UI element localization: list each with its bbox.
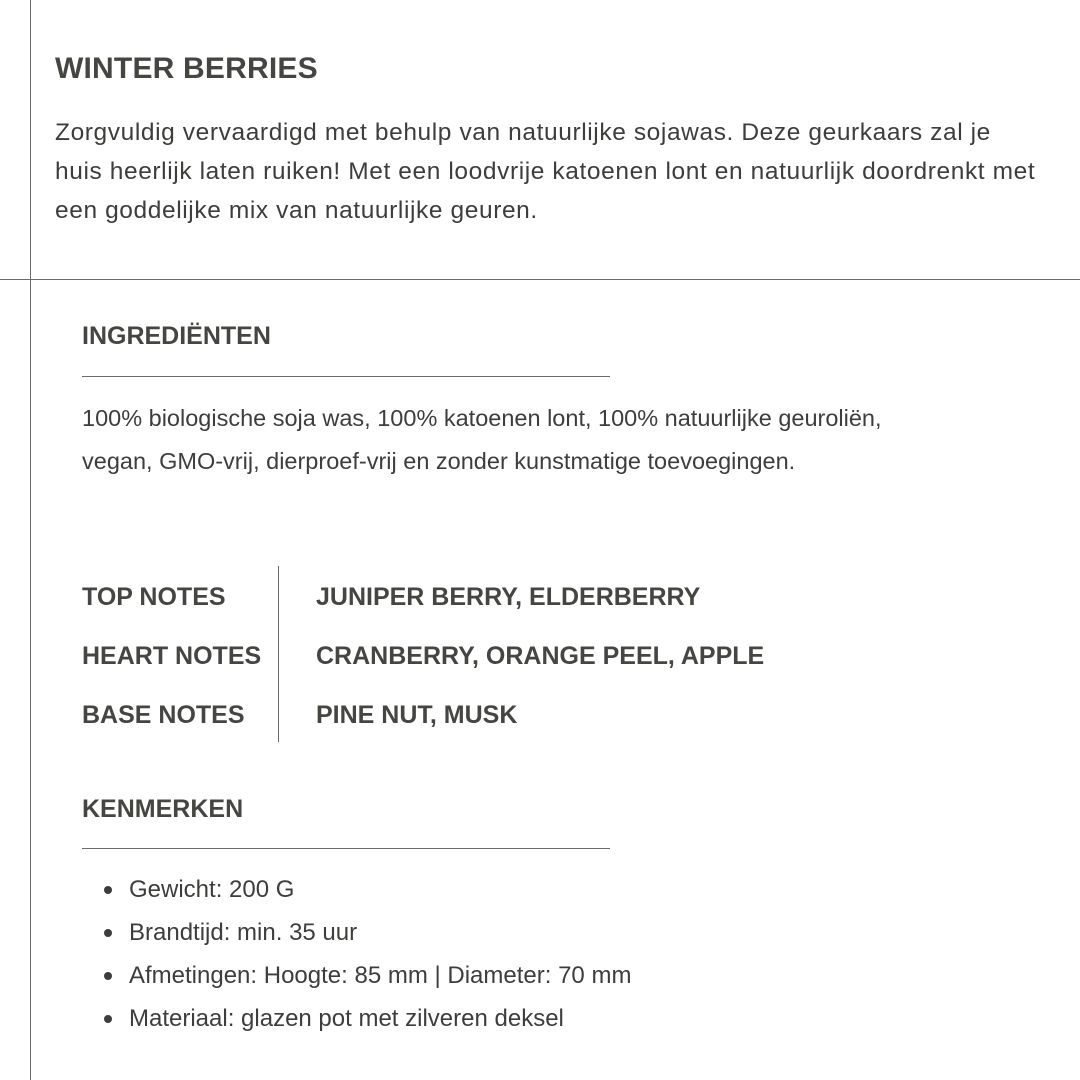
list-item [82,911,631,954]
ingredients-text: 100% biologische soja was, 100% katoenen lont, 100% natuurlijke geuroliën, vegan, GMO-vrij, dierproef-vrij en zonder kunstmatige toevoegingen. [82,405,882,474]
product-title: WINTER BERRIES [55,52,318,85]
feature-burn-time: Brandtijd: min. 35 uur [129,919,358,946]
features-heading-rule [82,848,610,849]
left-border-line [30,0,31,1080]
bullet-icon [104,929,112,937]
section-divider-line [0,279,1080,280]
notes-row-heart [0,642,1080,682]
list-item [82,997,631,1040]
features-heading: KENMERKEN [82,795,244,823]
feature-weight: Gewicht: 200 G [129,876,295,903]
notes-row-top [0,583,1080,623]
note-value-base: PINE NUT, MUSK [316,701,518,729]
ingredients-heading: INGREDIËNTEN [82,322,271,350]
features-list [82,868,631,1040]
notes-row-base [0,701,1080,741]
list-item [82,868,631,911]
list-item [82,954,631,997]
feature-dimensions: Afmetingen: Hoogte: 85 mm | Diameter: 70 mm [129,962,632,989]
bullet-icon [104,972,112,980]
bullet-icon [104,886,112,894]
note-value-heart: CRANBERRY, ORANGE PEEL, APPLE [316,642,765,670]
product-description: Zorgvuldig vervaardigd met behulp van natuurlijke sojawas. Deze geurkaars zal je huis heerlijk laten ruiken! Met een loodvrije katoenen lont en natuurlijk doordrenkt met een goddelijke mix van natuurlijke geuren. [55,119,1036,224]
note-label-heart: HEART NOTES [82,642,262,670]
feature-material: Materiaal: glazen pot met zilveren deksel [129,1005,564,1032]
note-label-base: BASE NOTES [82,701,245,729]
note-value-top: JUNIPER BERRY, ELDERBERRY [316,583,701,611]
ingredients-heading-rule [82,376,610,377]
note-label-top: TOP NOTES [82,583,226,611]
bullet-icon [104,1015,112,1023]
